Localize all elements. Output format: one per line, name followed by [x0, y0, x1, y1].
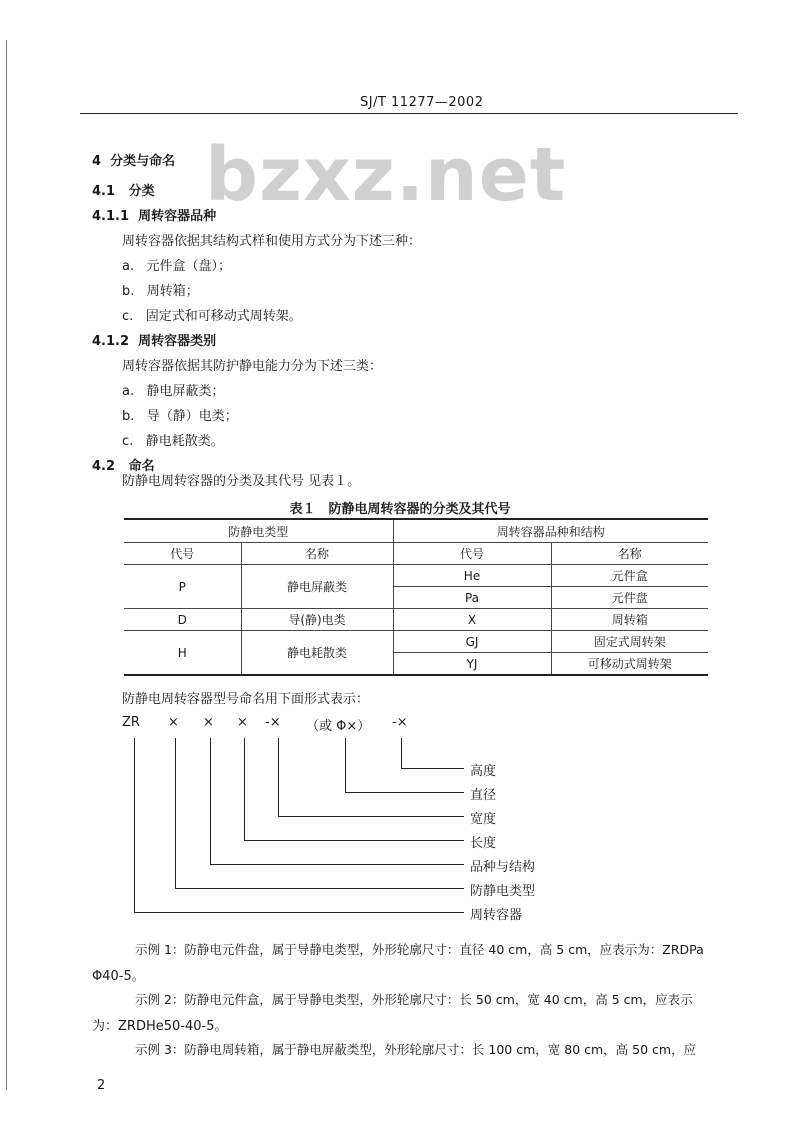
section-4-1-2-intro: 周转容器依据其防护静电能力分为下述三类：: [122, 359, 383, 374]
format-token: （或 Φ×）: [306, 719, 371, 734]
example-line: Φ40-5。: [92, 969, 145, 984]
table-cell: P: [124, 565, 241, 609]
format-label: 长度: [470, 836, 497, 851]
classification-table: [124, 518, 708, 676]
table-cell: 导(静)电类: [241, 609, 393, 631]
table-cell: H: [124, 631, 241, 676]
leader-line: [278, 738, 279, 817]
format-label: 直径: [470, 788, 497, 803]
page-number: 2: [97, 1078, 106, 1093]
table-sub-header: 名称: [241, 543, 393, 565]
section-4-1-heading: [92, 180, 155, 199]
table-sub-header-row: [124, 543, 708, 565]
section-4-1-1-heading: [92, 205, 216, 224]
example-line: 示例 2：防静电元件盒，属于导静电类型，外形轮廓尺寸：长 50 cm，宽 40 cm，高 5 cm，应表示: [135, 992, 693, 1007]
example-line: 示例 1：防静电元件盘，属于导静电类型，外形轮廓尺寸：直径 40 cm，高 5 cm，应表示为：ZRDPa: [135, 942, 704, 957]
table-row: [124, 609, 708, 631]
table-caption: 表１ 防静电周转容器的分类及其代号: [289, 502, 511, 517]
list-item: a. 元件盒（盘）；: [122, 259, 232, 274]
format-token-prefix: ZR: [122, 715, 140, 730]
leader-line: [345, 738, 346, 793]
section-number: 4.1.2: [92, 334, 130, 349]
table-cell: Pa: [393, 587, 551, 609]
format-token: -×: [265, 715, 281, 730]
standard-id: SJ/T 11277—2002: [360, 95, 484, 110]
section-title: 分类: [128, 184, 155, 199]
table-sub-header: 名称: [551, 543, 708, 565]
format-intro: 防静电周转容器型号命名用下面形式表示：: [122, 692, 370, 707]
leader-line: [244, 840, 464, 841]
table-cell: GJ: [393, 631, 551, 653]
leader-line: [210, 864, 464, 865]
leader-line: [244, 738, 245, 841]
section-4-1-1-intro: 周转容器依据其结构式样和使用方式分为下述三种：: [122, 234, 422, 249]
list-item: a. 静电屏蔽类；: [122, 384, 225, 399]
section-number: 4.1.1: [92, 209, 130, 224]
list-item: c. 固定式和可移动式周转架。: [122, 309, 302, 324]
leader-line: [278, 816, 464, 817]
section-number: 4.2: [92, 459, 116, 474]
example-line: 示例 3：防静电周转箱，属于静电屏蔽类型，外形轮廓尺寸：长 100 cm，宽 80 cm，高 50 cm，应: [135, 1042, 697, 1057]
section-4-1-2-heading: [92, 330, 216, 349]
example-line: 为：ZRDHe50-40-5。: [92, 1019, 228, 1034]
section-title: 周转容器品种: [138, 209, 217, 224]
table-group-header: 防静电类型: [124, 519, 393, 543]
format-token: ×: [203, 715, 214, 730]
list-item: b. 周转箱；: [122, 284, 199, 299]
table-row: [124, 565, 708, 587]
section-4-2-intro: 防静电周转容器的分类及其代号 见表１。: [122, 474, 361, 489]
format-token: ×: [168, 715, 179, 730]
format-label: 品种与结构: [470, 860, 536, 875]
table-cell: 周转箱: [551, 609, 708, 631]
section-number: 4.1: [92, 184, 116, 199]
section-number: 4: [92, 154, 102, 169]
table-cell: 固定式周转架: [551, 631, 708, 653]
table-cell: D: [124, 609, 241, 631]
leader-line: [401, 738, 402, 769]
header-rule: [80, 113, 738, 114]
table-sub-header: 代号: [124, 543, 241, 565]
leader-line: [134, 912, 464, 913]
table-cell: 元件盘: [551, 587, 708, 609]
format-label: 周转容器: [470, 908, 523, 923]
format-token: -×: [392, 715, 408, 730]
table-cell: He: [393, 565, 551, 587]
leader-line: [401, 768, 464, 769]
format-label: 宽度: [470, 812, 497, 827]
table-cell: 静电屏蔽类: [241, 565, 393, 609]
leader-line: [210, 738, 211, 865]
format-label: 高度: [470, 764, 497, 779]
section-title: 命名: [128, 459, 155, 474]
table-group-header: 周转容器品种和结构: [393, 519, 708, 543]
section-title: 周转容器类别: [138, 334, 217, 349]
section-title: 分类与命名: [110, 154, 176, 169]
table-row: [124, 631, 708, 653]
table-sub-header: 代号: [393, 543, 551, 565]
watermark: bzxz.net: [205, 132, 567, 218]
table-cell: 元件盒: [551, 565, 708, 587]
table-cell: 静电耗散类: [241, 631, 393, 676]
leader-line: [175, 738, 176, 889]
table-cell: 可移动式周转架: [551, 653, 708, 676]
section-4-heading: [92, 150, 175, 169]
format-label: 防静电类型: [470, 884, 536, 899]
list-item: c. 静电耗散类。: [122, 434, 224, 449]
table-group-header-row: [124, 519, 708, 543]
page-edge-line: [6, 40, 7, 1090]
leader-line: [175, 888, 464, 889]
list-item: b. 导（静）电类；: [122, 409, 238, 424]
format-token: ×: [237, 715, 248, 730]
leader-line: [345, 792, 464, 793]
table-cell: X: [393, 609, 551, 631]
table-cell: YJ: [393, 653, 551, 676]
leader-line: [134, 738, 135, 913]
